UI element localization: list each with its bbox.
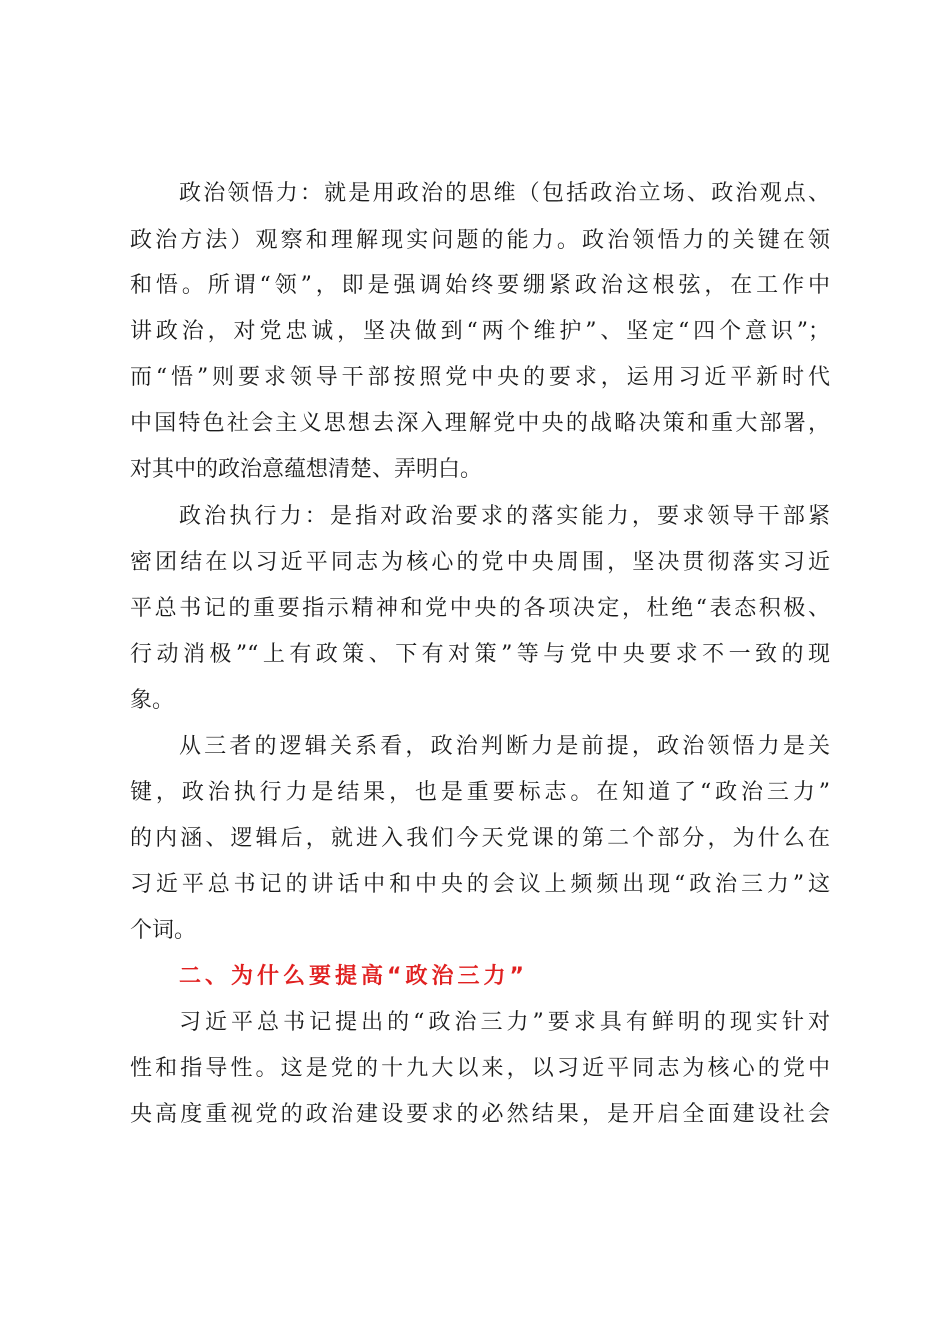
text-line: 的内涵、逻辑后，就进入我们今天党课的第二个部分，为什么在	[130, 826, 830, 851]
text-line: 而“悟”则要求领导干部按照党中央的要求，运用习近平新时代	[130, 365, 830, 390]
text-line: 习近平总书记提出的“政治三力”要求具有鲜明的现实针对	[179, 1010, 830, 1035]
text-line: 政治方法）观察和理解现实问题的能力。政治领悟力的关键在领	[130, 228, 830, 253]
text-line: 讲政治，对党忠诚，坚决做到“两个维护”、坚定“四个意识”；	[130, 319, 830, 344]
text-line: 键，政治执行力是结果，也是重要标志。在知道了“政治三力”	[130, 780, 830, 805]
text-line: 和悟。所谓“领”，即是强调始终要绷紧政治这根弦，在工作中	[130, 273, 830, 298]
text-line: 央高度重视党的政治建设要求的必然结果，是开启全面建设社会	[130, 1102, 830, 1127]
text-line: 行动消极”“上有政策、下有对策”等与党中央要求不一致的现	[130, 642, 830, 667]
text-line: 象。	[130, 688, 175, 713]
text-line: 个词。	[130, 918, 197, 943]
text-line: 性和指导性。这是党的十九大以来，以习近平同志为核心的党中	[130, 1056, 830, 1081]
text-line: 平总书记的重要指示精神和党中央的各项决定，杜绝“表态积极、	[130, 596, 830, 621]
text-line: 政治领悟力：就是用政治的思维（包括政治立场、政治观点、	[179, 181, 830, 206]
text-line: 政治执行力：是指对政治要求的落实能力，要求领导干部紧	[179, 504, 830, 529]
text-line: 密团结在以习近平同志为核心的党中央周围，坚决贯彻落实习近	[130, 550, 830, 575]
text-line: 从三者的逻辑关系看，政治判断力是前提，政治领悟力是关	[179, 734, 830, 759]
text-line: 对其中的政治意蕴想清楚、弄明白。	[130, 457, 483, 482]
text-line: 习近平总书记的讲话中和中央的会议上频频出现“政治三力”这	[130, 872, 830, 897]
text-line: 中国特色社会主义思想去深入理解党中央的战略决策和重大部署，	[130, 411, 830, 436]
section-heading: 二、为什么要提高“政治三力”	[179, 964, 528, 989]
